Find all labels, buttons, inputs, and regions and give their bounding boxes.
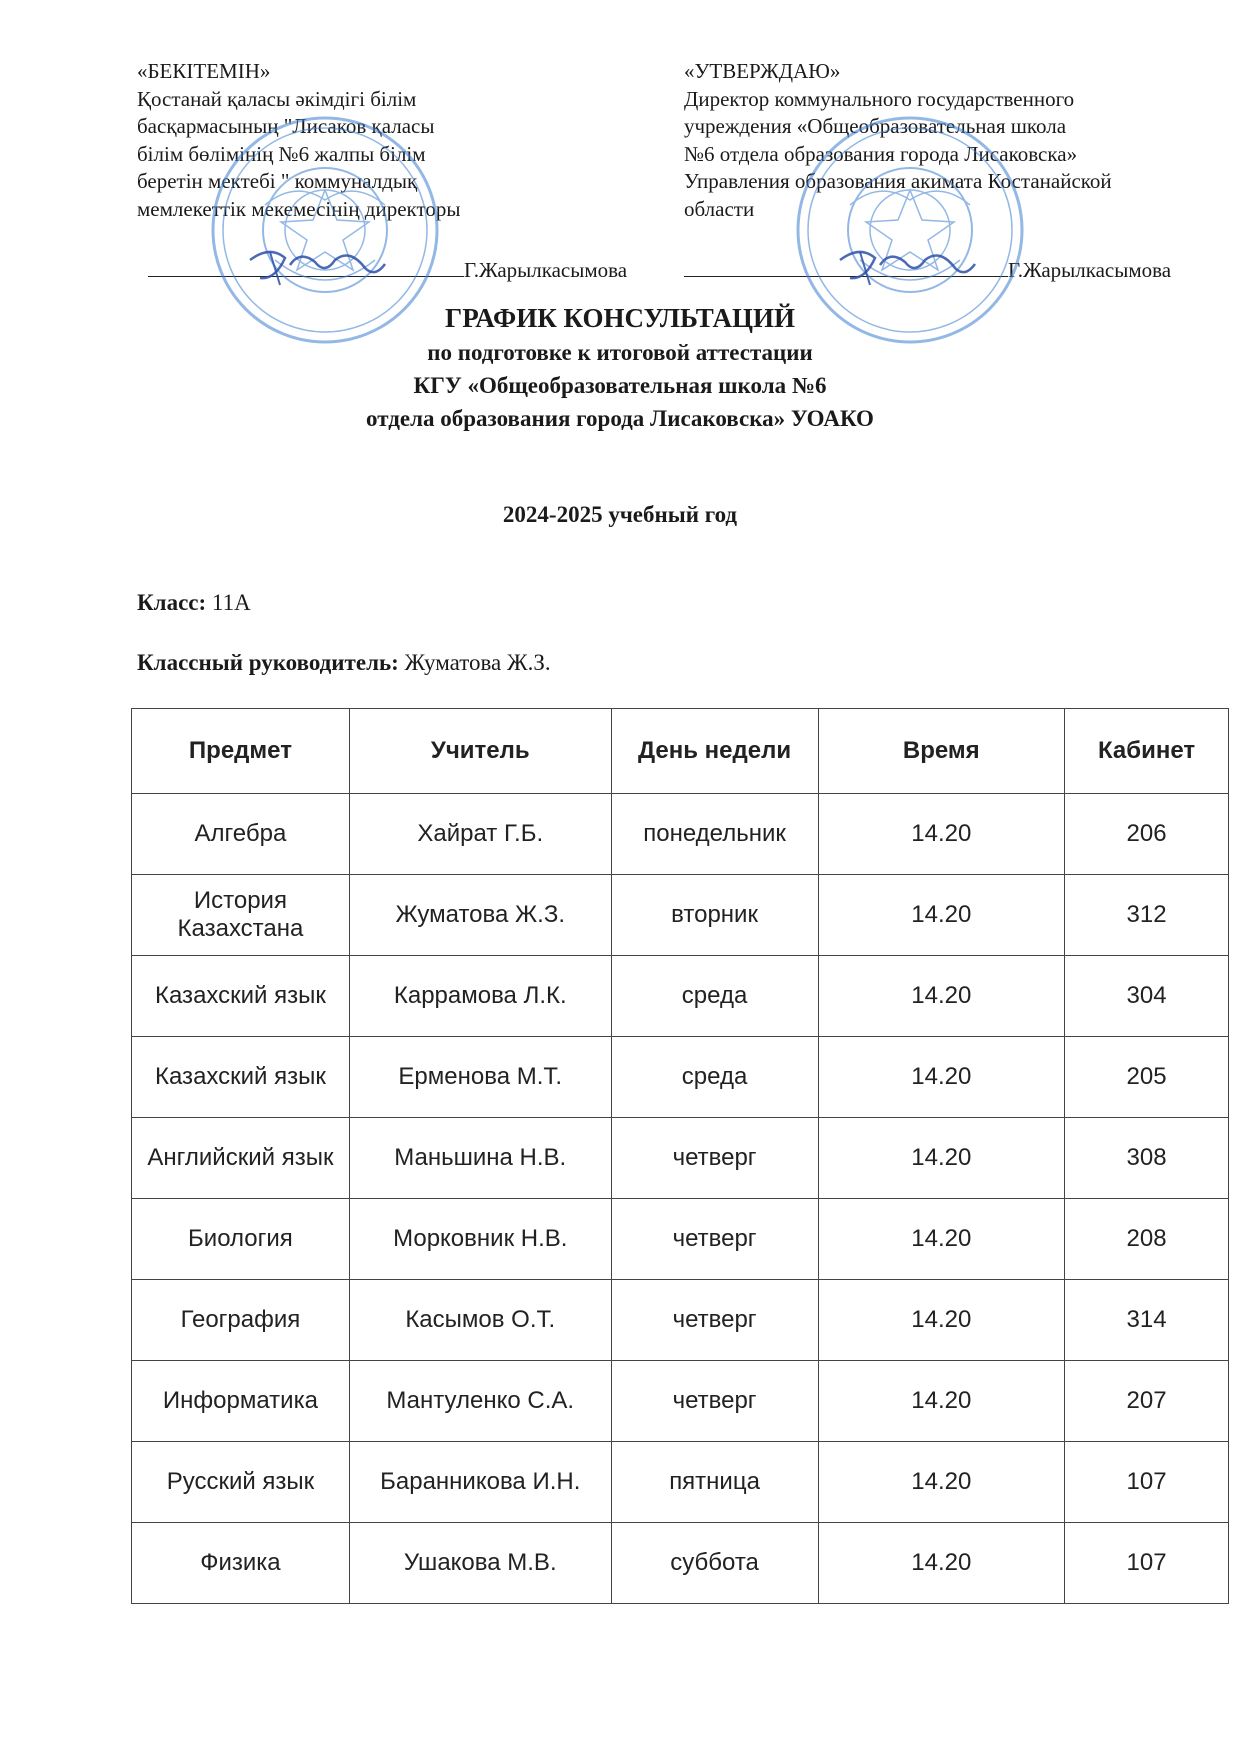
cell-time: 14.20	[818, 1280, 1065, 1361]
cell-room: 312	[1065, 875, 1229, 956]
cell-teacher: Мантуленко С.А.	[349, 1361, 611, 1442]
title-main: ГРАФИК КОНСУЛЬТАЦИЙ	[445, 303, 795, 333]
cell-teacher: Морковник Н.В.	[349, 1199, 611, 1280]
cell-teacher: Жуматова Ж.З.	[349, 875, 611, 956]
cell-teacher: Маньшина Н.В.	[349, 1118, 611, 1199]
cell-time: 14.20	[818, 1442, 1065, 1523]
table-row	[132, 1037, 1229, 1118]
cell-day: четверг	[611, 1118, 818, 1199]
cell-time: 14.20	[818, 1037, 1065, 1118]
cell-subject: Русский язык	[132, 1442, 350, 1523]
table-row	[132, 1280, 1229, 1361]
cell-subject: Английский язык	[132, 1118, 350, 1199]
class-value: 11А	[211, 590, 251, 615]
cell-teacher: Хайрат Г.Б.	[349, 794, 611, 875]
signature-left-icon	[240, 240, 390, 290]
table-row	[132, 794, 1229, 875]
consultation-table	[131, 708, 1229, 1604]
cell-teacher: Ерменова М.Т.	[349, 1037, 611, 1118]
class-label: Класс:	[137, 590, 207, 615]
cell-room: 314	[1065, 1280, 1229, 1361]
table-row	[132, 1199, 1229, 1280]
header-day: День недели	[611, 709, 818, 794]
approval-right-signature-name: Г.Жарылкасымова	[1008, 258, 1172, 282]
approval-right-line: области	[684, 196, 755, 221]
approval-section	[0, 58, 1240, 298]
cell-day: среда	[611, 956, 818, 1037]
cell-room: 208	[1065, 1199, 1229, 1280]
approval-right-line: учреждения «Общеобразовательная школа	[684, 114, 1067, 138]
class-teacher-value: Жуматова Ж.З.	[404, 650, 551, 675]
cell-subject: География	[132, 1280, 350, 1361]
cell-day: понедельник	[611, 794, 818, 875]
cell-day: четверг	[611, 1280, 818, 1361]
cell-room: 107	[1065, 1523, 1229, 1604]
approval-left-heading: «БЕКІТЕМІН»	[137, 59, 271, 83]
cell-subject: Казахский язык	[132, 1037, 350, 1118]
approval-left-line: мемлекеттік мекемесінің директоры	[137, 196, 461, 221]
table-row	[132, 1442, 1229, 1523]
table-header-row	[132, 709, 1229, 794]
cell-day: среда	[611, 1037, 818, 1118]
cell-subject: Информатика	[132, 1361, 350, 1442]
academic-year: 2024-2025 учебный год	[502, 502, 738, 527]
document-title	[0, 300, 1240, 435]
header-room: Кабинет	[1065, 709, 1229, 794]
approval-left-line: білім бөлімінің №6 жалпы білім	[137, 141, 426, 166]
approval-left-line: басқармасының "Лисаков қаласы	[137, 114, 435, 138]
class-teacher-info	[137, 650, 551, 676]
cell-day: четверг	[611, 1361, 818, 1442]
cell-subject: Казахский язык	[132, 956, 350, 1037]
cell-room: 205	[1065, 1037, 1229, 1118]
cell-room: 304	[1065, 956, 1229, 1037]
cell-time: 14.20	[818, 1523, 1065, 1604]
title-line: КГУ «Общеобразовательная школа №6	[413, 373, 827, 398]
cell-time: 14.20	[818, 1118, 1065, 1199]
cell-day: четверг	[611, 1199, 818, 1280]
cell-time: 14.20	[818, 875, 1065, 956]
cell-day: суббота	[611, 1523, 818, 1604]
cell-teacher: Касымов О.Т.	[349, 1280, 611, 1361]
cell-subject: Алгебра	[132, 794, 350, 875]
approval-right-line: Управления образования акимата Костанайской	[684, 169, 1112, 193]
cell-day: пятница	[611, 1442, 818, 1523]
cell-subject: Физика	[132, 1523, 350, 1604]
cell-time: 14.20	[818, 1199, 1065, 1280]
class-teacher-label: Классный руководитель:	[137, 650, 399, 675]
table-row	[132, 875, 1229, 956]
class-info	[137, 590, 251, 616]
cell-room: 207	[1065, 1361, 1229, 1442]
cell-teacher: Ушакова М.В.	[349, 1523, 611, 1604]
table-row	[132, 956, 1229, 1037]
cell-time: 14.20	[818, 794, 1065, 875]
cell-room: 308	[1065, 1118, 1229, 1199]
cell-room: 206	[1065, 794, 1229, 875]
cell-time: 14.20	[818, 1361, 1065, 1442]
approval-right-heading: «УТВЕРЖДАЮ»	[684, 59, 841, 83]
cell-day: вторник	[611, 875, 818, 956]
approval-left-line: Қостанай қаласы әкімдігі білім	[137, 86, 417, 111]
approval-left-signature-name: Г.Жарылкасымова	[464, 258, 628, 282]
cell-subject: История Казахстана	[132, 875, 350, 956]
header-subject: Предмет	[132, 709, 350, 794]
cell-teacher: Баранникова И.Н.	[349, 1442, 611, 1523]
signature-right-icon	[830, 240, 980, 290]
cell-room: 107	[1065, 1442, 1229, 1523]
table-row	[132, 1361, 1229, 1442]
header-teacher: Учитель	[349, 709, 611, 794]
approval-right-line: Директор коммунального государственного	[684, 86, 1075, 111]
approval-right-line: №6 отдела образования города Лисаковска»	[684, 141, 1078, 166]
table-row	[132, 1118, 1229, 1199]
table-row	[132, 1523, 1229, 1604]
title-line: по подготовке к итоговой аттестации	[427, 340, 813, 365]
cell-time: 14.20	[818, 956, 1065, 1037]
header-time: Время	[818, 709, 1065, 794]
approval-left-line: беретін мектебі " коммуналдық	[137, 169, 418, 193]
cell-subject: Биология	[132, 1199, 350, 1280]
title-line: отдела образования города Лисаковска» УОАКО	[366, 406, 874, 431]
cell-teacher: Каррамова Л.К.	[349, 956, 611, 1037]
